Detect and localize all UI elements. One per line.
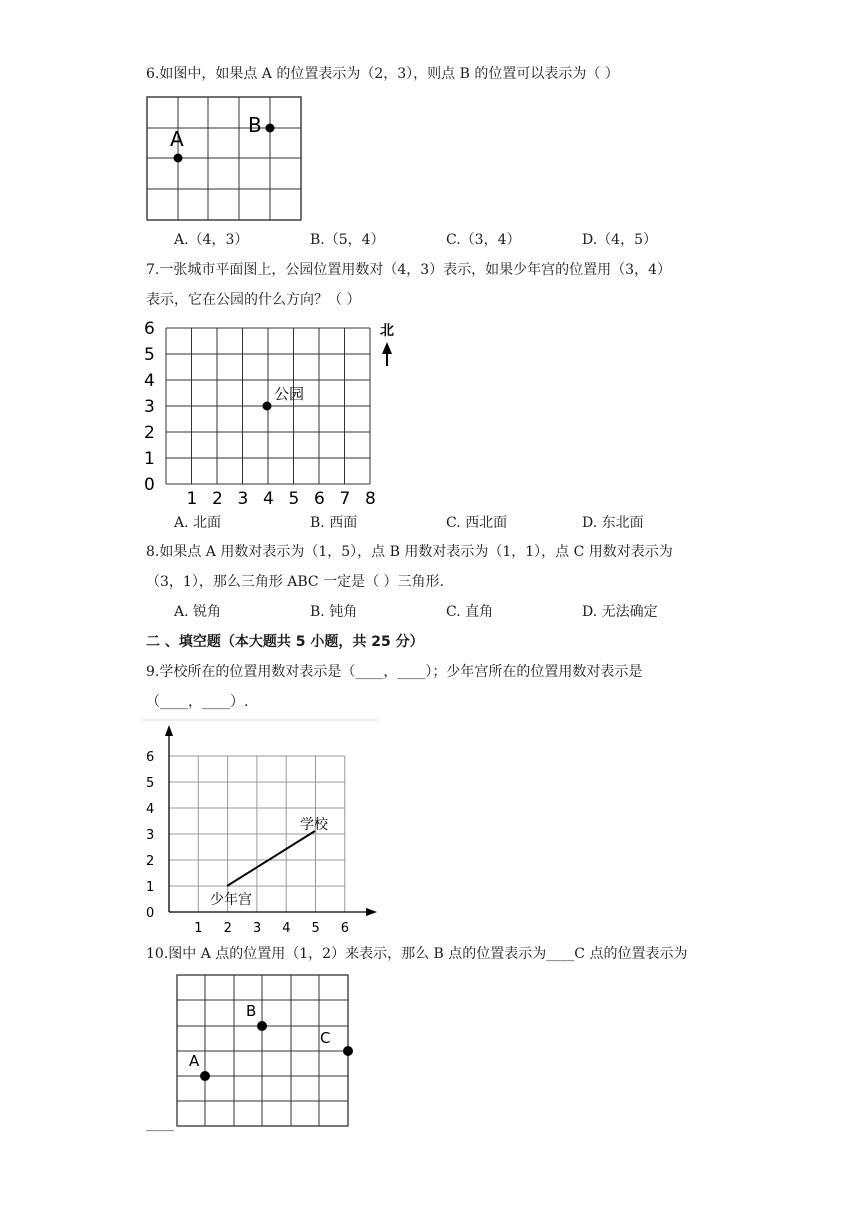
q7-grid-figure [140, 316, 420, 509]
q7-stem-line1: 7.一张城市平面图上，公园位置用数对（4，3）表示，如果少年宫的位置用（3，4） [146, 262, 671, 278]
q7-park-label: 公园 [274, 385, 305, 403]
q10-point-c [343, 1046, 353, 1056]
q7-x-tick: 7 [339, 489, 351, 509]
q9-x-tick: 5 [311, 921, 320, 936]
q9-label-palace: 少年宫 [210, 892, 252, 908]
q6-option-d[interactable]: D.（4，5） [582, 232, 657, 248]
q10-point-b [257, 1021, 267, 1031]
q7-y-tick: 6 [144, 319, 155, 339]
q7-x-tick: 5 [288, 489, 300, 509]
q9-y-axis [165, 725, 173, 912]
q9-y-tick: 1 [146, 880, 155, 895]
q9-path-line [227, 831, 315, 886]
section-2-title: 二 、填空题（本大题共 5 小题，共 25 分） [146, 634, 424, 650]
q10-answer-blank[interactable]: ____ [146, 1116, 174, 1132]
q6-option-c[interactable]: C.（3，4） [446, 232, 521, 248]
q7-y-tick: 3 [144, 397, 155, 417]
q7-option-c[interactable]: C. 西北面 [446, 515, 508, 531]
q9-x-tick: 2 [223, 921, 232, 936]
q6-label-b: B [248, 113, 262, 137]
q8-stem-line2: （3，1），那么三角形 ABC 一定是（ ）三角形. [146, 574, 444, 590]
q9-y-tick: 3 [146, 828, 155, 843]
q6-label-a: A [170, 127, 184, 151]
q6-grid-figure [146, 96, 306, 226]
q7-y-tick: 0 [144, 475, 155, 495]
q7-option-b[interactable]: B. 西面 [310, 515, 358, 531]
north-arrow-icon [382, 342, 392, 366]
q7-option-a[interactable]: A. 北面 [174, 515, 222, 531]
q8-stem-line1: 8.如果点 A 用数对表示为（1，5），点 B 用数对表示为（1，1），点 C 用数对表示为 [146, 544, 673, 560]
q9-x-tick: 3 [252, 921, 262, 936]
q9-grid-figure [140, 716, 380, 936]
q8-option-c[interactable]: C. 直角 [446, 604, 494, 620]
q7-stem-line2: 表示，它在公园的什么方向？（ ） [146, 292, 361, 308]
q9-y-tick: 5 [146, 776, 155, 791]
q7-park-point [263, 402, 272, 411]
q9-x-tick: 1 [194, 921, 203, 936]
q7-x-tick: 1 [186, 489, 198, 509]
q6-option-b[interactable]: B.（5，4） [310, 232, 385, 248]
q10-label-b: B [246, 1002, 257, 1020]
q7-y-tick: 4 [144, 371, 155, 391]
q7-x-tick: 6 [314, 489, 325, 509]
q7-y-tick: 1 [144, 449, 155, 469]
q7-y-tick: 2 [144, 423, 155, 443]
q7-x-tick: 3 [237, 489, 249, 509]
q6-stem: 6.如图中，如果点 A 的位置表示为（2，3），则点 B 的位置可以表示为（ ） [146, 66, 619, 82]
q9-stem-line1: 9.学校所在的位置用数对表示是（____，____）；少年宫所在的位置用数对表示是 [146, 664, 643, 680]
q10-stem: 10.图中 A 点的位置用（1，2）来表示，那么 B 点的位置表示为____C 点的位置表示为 [146, 946, 688, 962]
q9-y-tick: 0 [146, 906, 155, 921]
q9-y-tick: 2 [146, 854, 155, 869]
q10-label-c: C [320, 1029, 331, 1047]
q7-x-tick: 8 [365, 489, 376, 509]
q9-x-axis [169, 908, 377, 916]
q10-grid-figure [174, 972, 354, 1132]
q8-option-a[interactable]: A. 锐角 [174, 604, 222, 620]
q8-option-b[interactable]: B. 钝角 [310, 604, 358, 620]
q9-y-tick: 6 [146, 750, 155, 765]
q8-option-d[interactable]: D. 无法确定 [582, 604, 658, 620]
q7-x-tick: 4 [263, 489, 274, 509]
q7-north-label: 北 [380, 323, 394, 339]
q10-label-a: A [189, 1052, 200, 1070]
q9-x-tick: 4 [282, 921, 291, 936]
q6-point-b [266, 124, 275, 133]
q7-y-tick: 5 [144, 345, 155, 365]
q7-option-d[interactable]: D. 东北面 [582, 515, 644, 531]
q9-x-tick: 6 [340, 921, 350, 936]
q6-point-a [174, 154, 183, 163]
q9-label-school: 学校 [300, 817, 328, 833]
q9-y-tick: 4 [146, 802, 155, 817]
q6-option-a[interactable]: A.（4，3） [174, 232, 249, 248]
q9-stem-line2: （____，____）. [146, 694, 249, 710]
q7-x-tick: 2 [212, 489, 223, 509]
q10-point-a [200, 1071, 210, 1081]
